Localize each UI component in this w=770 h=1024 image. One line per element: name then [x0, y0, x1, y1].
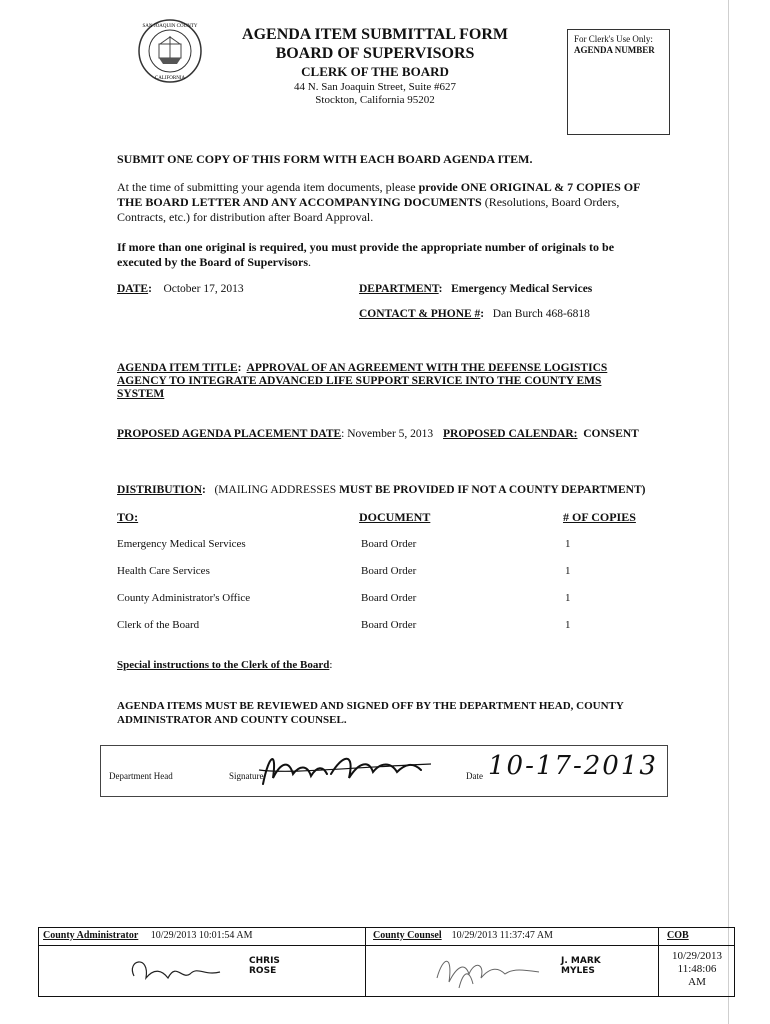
- submit-instruction: SUBMIT ONE COPY OF THIS FORM WITH EACH BOARD AGENDA ITEM.: [117, 152, 533, 166]
- signature-label: Signature: [229, 771, 264, 781]
- date-field: DATE: October 17, 2013: [117, 283, 244, 295]
- address-line-2: Stockton, California 95202: [315, 94, 435, 106]
- p1-text-c: (Resolutions, Board Orders, Contracts, etc.) for distribution after Board Approval.: [117, 195, 620, 224]
- special-instructions-label: Special instructions to the Clerk of the Board: [117, 659, 330, 671]
- approval-table: [38, 927, 735, 997]
- clerk-use-label: For Clerk's Use Only:: [574, 34, 653, 44]
- county-counsel-signature: [429, 948, 549, 997]
- distribution-line: DISTRIBUTION: (MAILING ADDRESSES MUST BE PROVIDED IF NOT A COUNTY DEPARTMENT): [117, 484, 646, 496]
- col-header-to: TO:: [117, 510, 139, 524]
- county-admin-cell: [43, 930, 252, 941]
- calendar-value: CONSENT: [583, 428, 639, 440]
- county-counsel-label: County Counsel: [373, 930, 442, 941]
- date-label: Date: [466, 771, 483, 781]
- counsel-stamp-line-2: MYLES: [561, 966, 595, 976]
- distribution-note-a: (MAILING ADDRESSES: [214, 484, 340, 496]
- distribution-note-b: MUST BE PROVIDED IF NOT A COUNTY DEPARTMENT): [339, 484, 646, 496]
- county-counsel-stamp: [561, 956, 601, 976]
- department-value: Emergency Medical Services: [451, 283, 593, 295]
- col-header-copies: # OF COPIES: [563, 510, 636, 524]
- department-label: DEPARTMENT: [359, 283, 439, 295]
- cob-ampm: AM: [688, 976, 706, 988]
- dist-row-1-copies: 1: [565, 538, 571, 550]
- county-counsel-cell: [373, 930, 553, 941]
- signature-box: [100, 745, 668, 797]
- dist-row-2-copies: 1: [565, 565, 571, 577]
- approval-divider-2: [658, 928, 659, 996]
- title-line-1: AGENDA ITEM SUBMITTAL FORM: [242, 26, 508, 43]
- counsel-stamp-line-1: J. MARK: [561, 956, 601, 966]
- dist-row-3-to: County Administrator's Office: [117, 592, 251, 604]
- instruction-paragraph-1: [117, 180, 647, 225]
- dist-row-4-copies: 1: [565, 619, 571, 631]
- approval-table-header-line: [39, 945, 734, 946]
- contact-label: CONTACT & PHONE #: [359, 308, 481, 320]
- agenda-item-title: AGENDA ITEM TITLE: APPROVAL OF AN AGREEMENT WITH THE DEFENSE LOGISTICS AGENCY TO INTEGRATE ADVANCED LIFE SUPPORT SERVICE INTO THE COUNTY EMS SYSTEM: [117, 362, 608, 400]
- page-edge-line: [728, 0, 729, 1024]
- p1-text-a: At the time of submitting your agenda item documents, please: [117, 180, 419, 194]
- calendar-label: PROPOSED CALENDAR:: [443, 428, 578, 440]
- cob-timestamp: [661, 950, 733, 989]
- dist-row-3-copies: 1: [565, 592, 571, 604]
- dist-row-1-to: Emergency Medical Services: [117, 538, 246, 550]
- address-line-1: 44 N. San Joaquin Street, Suite #627: [294, 81, 456, 93]
- admin-stamp-line-1: CHRIS: [249, 956, 280, 966]
- county-admin-time: 10/29/2013 10:01:54 AM: [150, 930, 253, 941]
- placement-date-field: PROPOSED AGENDA PLACEMENT DATE: November 5, 2013: [117, 428, 434, 440]
- department-field: DEPARTMENT: Emergency Medical Services: [359, 283, 593, 295]
- distribution-label: DISTRIBUTION: [117, 484, 202, 496]
- dist-row-3-document: Board Order: [361, 592, 417, 604]
- col-header-document: DOCUMENT: [359, 510, 431, 524]
- cob-time: 11:48:06: [677, 963, 717, 975]
- approval-divider-1: [365, 928, 366, 996]
- title-line-2: BOARD OF SUPERVISORS: [275, 45, 475, 62]
- county-admin-signature: [124, 950, 234, 991]
- p2-text-b: .: [308, 255, 311, 269]
- placement-value: November 5, 2013: [347, 428, 434, 440]
- form-title: [200, 25, 550, 63]
- dept-head-label: Department Head: [109, 771, 173, 781]
- agenda-title-value: APPROVAL OF AN AGREEMENT WITH THE DEFENSE LOGISTICS AGENCY TO INTEGRATE ADVANCED LIFE SUPPORT SERVICE INTO THE COUNTY EMS SYSTEM: [117, 362, 608, 400]
- signoff-date: 10-17-2013: [488, 751, 658, 781]
- placement-label: PROPOSED AGENDA PLACEMENT DATE: [117, 428, 342, 440]
- cob-label: COB: [667, 930, 689, 941]
- county-admin-label: County Administrator: [43, 930, 139, 941]
- county-counsel-time: 10/29/2013 11:37:47 AM: [451, 930, 553, 941]
- special-instructions: [117, 659, 332, 671]
- county-admin-stamp: [249, 956, 280, 976]
- dist-row-2-document: Board Order: [361, 565, 417, 577]
- agenda-number-label: AGENDA NUMBER: [574, 45, 655, 55]
- clerk-use-box: [567, 29, 670, 135]
- review-note: AGENDA ITEMS MUST BE REVIEWED AND SIGNED OFF BY THE DEPARTMENT HEAD, COUNTY ADMINISTRATOR AND COUNTY COUNSEL.: [117, 700, 624, 726]
- cob-date: 10/29/2013: [671, 950, 723, 962]
- county-seal: [137, 18, 203, 84]
- dept-head-signature: [251, 748, 451, 791]
- admin-stamp-line-2: ROSE: [249, 966, 277, 976]
- agenda-title-label: AGENDA ITEM TITLE: [117, 362, 238, 374]
- title-line-3: CLERK OF THE BOARD: [301, 64, 449, 79]
- address: [200, 81, 550, 107]
- p1-text-b: provide ONE ORIGINAL & 7 COPIES OF THE BOARD LETTER AND ANY ACCOMPANYING DOCUMENTS: [117, 180, 640, 209]
- dist-row-4-to: Clerk of the Board: [117, 619, 200, 631]
- calendar-field: [443, 428, 639, 440]
- dist-row-2-to: Health Care Services: [117, 565, 210, 577]
- date-value: October 17, 2013: [163, 283, 244, 295]
- dist-row-4-document: Board Order: [361, 619, 417, 631]
- contact-value: Dan Burch 468-6818: [492, 308, 590, 320]
- instruction-paragraph-2: [117, 240, 647, 270]
- contact-field: CONTACT & PHONE #: Dan Burch 468-6818: [359, 308, 590, 320]
- special-instructions-colon: :: [329, 659, 333, 671]
- p2-text-a: If more than one original is required, you must provide the appropriate number of originals to be executed by the Board of Supervisors: [117, 240, 615, 269]
- date-label: DATE: [117, 283, 149, 295]
- seal-text-bottom: CALIFORNIA: [154, 76, 186, 81]
- seal-text-top: SAN JOAQUIN COUNTY: [142, 24, 198, 29]
- dist-row-1-document: Board Order: [361, 538, 417, 550]
